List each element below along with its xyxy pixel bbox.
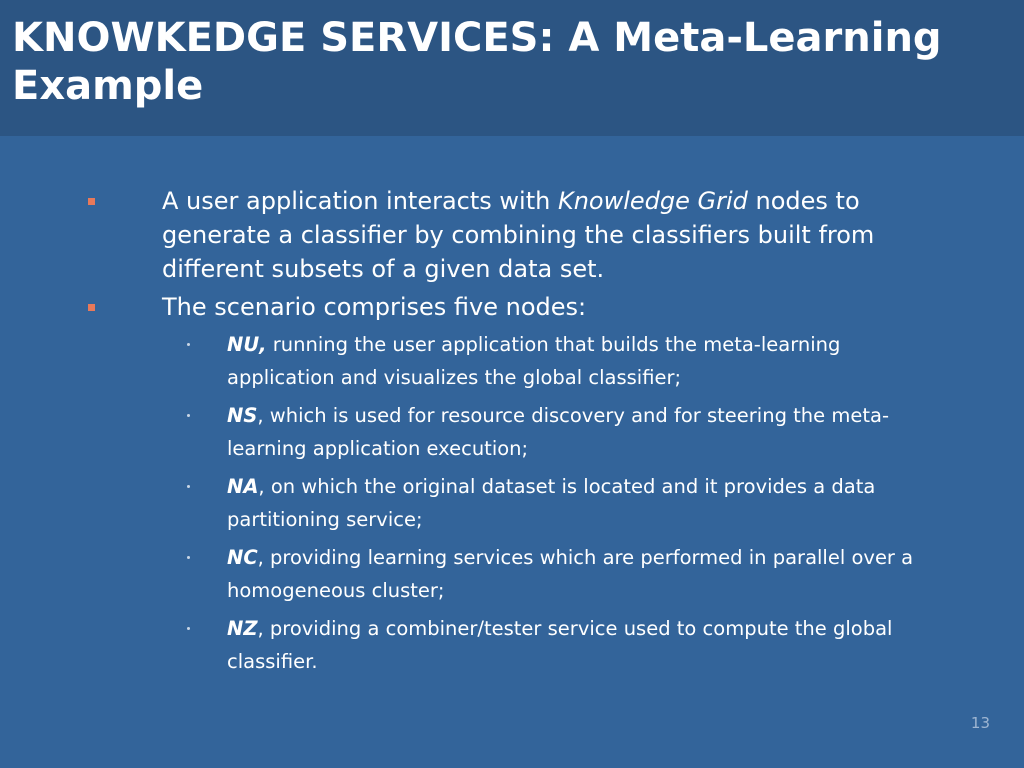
node-description: running the user application that builds the meta-learning application and visualizes the global classifier; bbox=[227, 333, 841, 389]
bullet-text-emphasis: Knowledge Grid bbox=[557, 187, 748, 215]
dot-bullet-icon bbox=[187, 414, 190, 417]
square-bullet-icon bbox=[88, 304, 95, 311]
node-item-na bbox=[227, 470, 947, 536]
node-name: NZ bbox=[227, 617, 258, 640]
node-description: , providing learning services which are performed in parallel over a homogeneous cluster; bbox=[227, 546, 914, 602]
node-description: , which is used for resource discovery and for steering the meta-learning application execution; bbox=[227, 404, 889, 460]
node-description: , providing a combiner/tester service used to compute the global classifier. bbox=[227, 617, 893, 673]
node-description: , on which the original dataset is located and it provides a data partitioning service; bbox=[227, 475, 876, 531]
bullet-text: The scenario comprises five nodes: bbox=[162, 293, 587, 321]
dot-bullet-icon bbox=[187, 556, 190, 559]
node-item-nc bbox=[227, 541, 947, 607]
node-item-nz bbox=[227, 612, 947, 678]
node-name: NC bbox=[227, 546, 258, 569]
dot-bullet-icon bbox=[187, 485, 190, 488]
node-name: NS bbox=[227, 404, 258, 427]
bullet-text-post: nodes to generate a classifier by combining the classifiers built from different subsets of a given data set. bbox=[162, 187, 875, 283]
bullet-text-pre: A user application interacts with bbox=[162, 187, 558, 215]
node-list bbox=[0, 328, 1024, 678]
bullet-item-1 bbox=[162, 184, 962, 286]
page-number: 13 bbox=[970, 714, 990, 732]
bullet-item-2 bbox=[162, 290, 962, 324]
node-name: NA bbox=[227, 475, 259, 498]
title-bar bbox=[0, 0, 1024, 136]
slide-title: KNOWKEDGE SERVICES: A Meta-Learning Example bbox=[12, 15, 942, 109]
square-bullet-icon bbox=[88, 198, 95, 205]
node-name: NU, bbox=[227, 333, 267, 356]
node-item-nu bbox=[227, 328, 947, 394]
node-item-ns bbox=[227, 399, 947, 465]
slide-content bbox=[0, 184, 1024, 683]
dot-bullet-icon bbox=[187, 343, 190, 346]
dot-bullet-icon bbox=[187, 627, 190, 630]
